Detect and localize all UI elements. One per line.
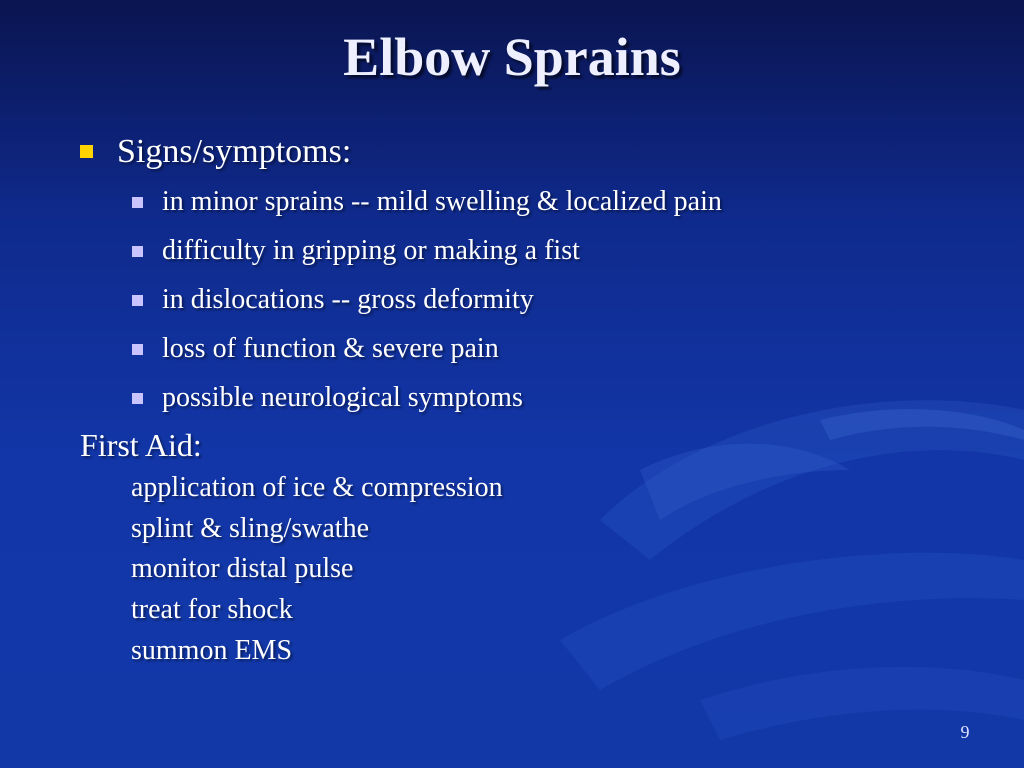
list-item	[132, 231, 892, 280]
signs-list	[132, 182, 892, 427]
list-item	[132, 182, 892, 231]
list-item: splint & sling/swathe	[131, 512, 369, 544]
square-bullet-icon	[132, 246, 143, 257]
list-item-text: in dislocations -- gross deformity	[162, 284, 534, 315]
square-bullet-icon	[132, 295, 143, 306]
list-item: summon EMS	[131, 634, 293, 666]
signs-heading: Signs/symptoms:	[117, 133, 352, 170]
square-bullet-icon	[132, 393, 143, 404]
list-item-text: possible neurological symptoms	[162, 382, 523, 413]
slide-title: Elbow Sprains	[343, 27, 681, 87]
square-bullet-icon	[80, 145, 93, 158]
list-item-text: difficulty in gripping or making a fist	[162, 235, 580, 266]
first-aid-heading: First Aid:	[80, 427, 202, 463]
page-number: 9	[960, 722, 970, 742]
list-item: treat for shock	[131, 594, 293, 626]
square-bullet-icon	[132, 344, 143, 355]
list-item: monitor distal pulse	[131, 553, 354, 585]
list-item	[132, 329, 892, 378]
list-item-text: loss of function & severe pain	[162, 333, 499, 364]
first-aid-list	[131, 469, 831, 672]
list-item-text: in minor sprains -- mild swelling & localized pain	[162, 186, 722, 217]
square-bullet-icon	[132, 197, 143, 208]
list-item: application of ice & compression	[131, 472, 503, 503]
list-item	[132, 280, 892, 329]
list-item	[132, 378, 892, 427]
